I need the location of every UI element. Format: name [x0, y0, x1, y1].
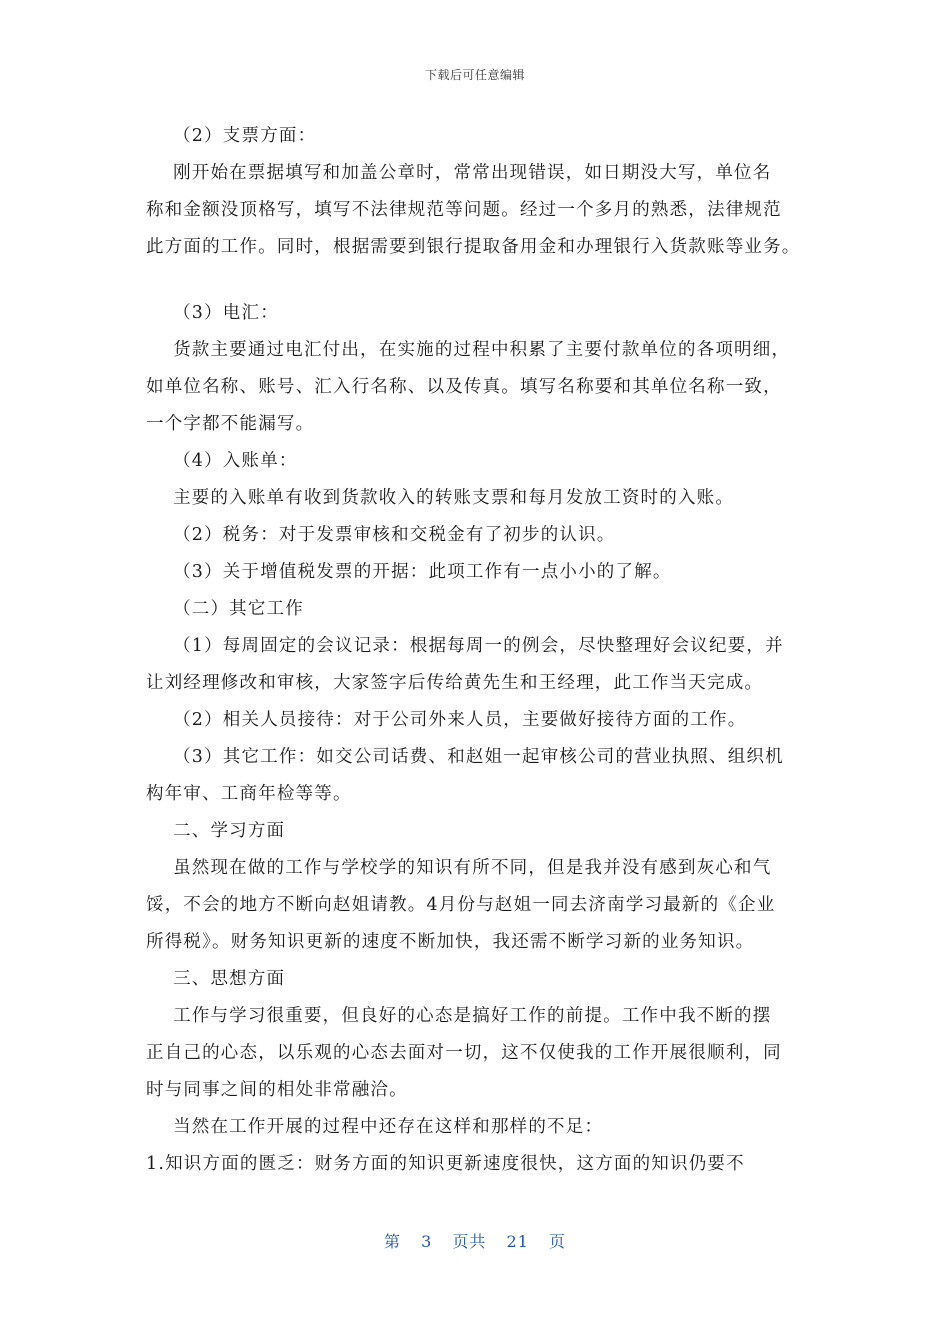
- paragraph-line: 当然在工作开展的过程中还存在这样和那样的不足：: [146, 1117, 604, 1137]
- paragraph-line: 所得税》。财务知识更新的速度不断加快，我还需不断学习新的业务知识。: [146, 932, 755, 952]
- paragraph-line: （2）相关人员接待：对于公司外来人员，主要做好接待方面的工作。: [146, 710, 747, 730]
- paragraph-line: （3）其它工作：如交公司话费、和赵姐一起审核公司的营业执照、组织机: [146, 747, 784, 767]
- page-suffix: 页: [548, 1232, 566, 1251]
- paragraph-line: 一个字都不能漏写。: [146, 414, 315, 434]
- paragraph-line: （3）电汇：: [146, 303, 279, 323]
- page-total: 21: [506, 1232, 529, 1251]
- paragraph-line: 主要的入账单有收到货款收入的转账支票和每月发放工资时的入账。: [146, 488, 735, 508]
- paragraph-line: 1.知识方面的匮乏：财务方面的知识更新速度很快，这方面的知识仍要不: [146, 1154, 745, 1174]
- page-header: 下载后可任意编辑: [424, 68, 525, 82]
- page-middle: 页共: [452, 1232, 487, 1251]
- paragraph-line: （3）关于增值税发票的开据：此项工作有一点小小的了解。: [146, 562, 672, 582]
- page-current: 3: [421, 1232, 433, 1251]
- paragraph-line: 三、思想方面: [146, 969, 286, 989]
- paragraph-line: 此方面的工作。同时，根据需要到银行提取备用金和办理银行入货款账等业务。: [146, 237, 801, 257]
- paragraph-gap: [146, 266, 816, 295]
- paragraph-line: 称和金额没顶格写，填写不法律规范等问题。经过一个多月的熟悉，法律规范: [146, 200, 782, 220]
- paragraph-line: 馁，不会的地方不断向赵姐请教。4月份与赵姐一同去济南学习最新的《企业: [146, 895, 776, 915]
- paragraph-line: （1）每周固定的会议记录：根据每周一的例会，尽快整理好会议纪要，并: [146, 636, 784, 656]
- paragraph-line: 让刘经理修改和审核，大家签字后传给黄先生和王经理，此工作当天完成。: [146, 673, 764, 693]
- paragraph-line: 刚开始在票据填写和加盖公章时，常常出现错误，如日期没大写，单位名: [146, 163, 772, 183]
- paragraph-line: 时与同事之间的相处非常融洽。: [146, 1080, 408, 1100]
- paragraph-line: 构年审、工商年检等等。: [146, 784, 352, 804]
- page-prefix: 第: [384, 1232, 402, 1251]
- paragraph-line: 二、学习方面: [146, 821, 286, 841]
- paragraph-line: 虽然现在做的工作与学校学的知识有所不同，但是我并没有感到灰心和气: [146, 858, 772, 878]
- document-body: [146, 118, 816, 1183]
- paragraph-line: （2）支票方面：: [146, 126, 317, 146]
- paragraph-line: 货款主要通过电汇付出，在实施的过程中积累了主要付款单位的各项明细，: [146, 340, 791, 360]
- paragraph-line: （二）其它工作: [146, 599, 304, 619]
- paragraph-line: 工作与学习很重要，但良好的心态是搞好工作的前提。工作中我不断的摆: [146, 1006, 772, 1026]
- paragraph-line: （4）入账单：: [146, 451, 298, 471]
- paragraph-line: 正自己的心态，以乐观的心态去面对一切，这不仅使我的工作开展很顺利，同: [146, 1043, 782, 1063]
- page-footer: [0, 1229, 950, 1252]
- paragraph-line: 如单位名称、账号、汇入行名称、以及传真。填写名称要和其单位名称一致，: [146, 377, 782, 397]
- paragraph-line: （2）税务：对于发票审核和交税金有了初步的认识。: [146, 525, 616, 545]
